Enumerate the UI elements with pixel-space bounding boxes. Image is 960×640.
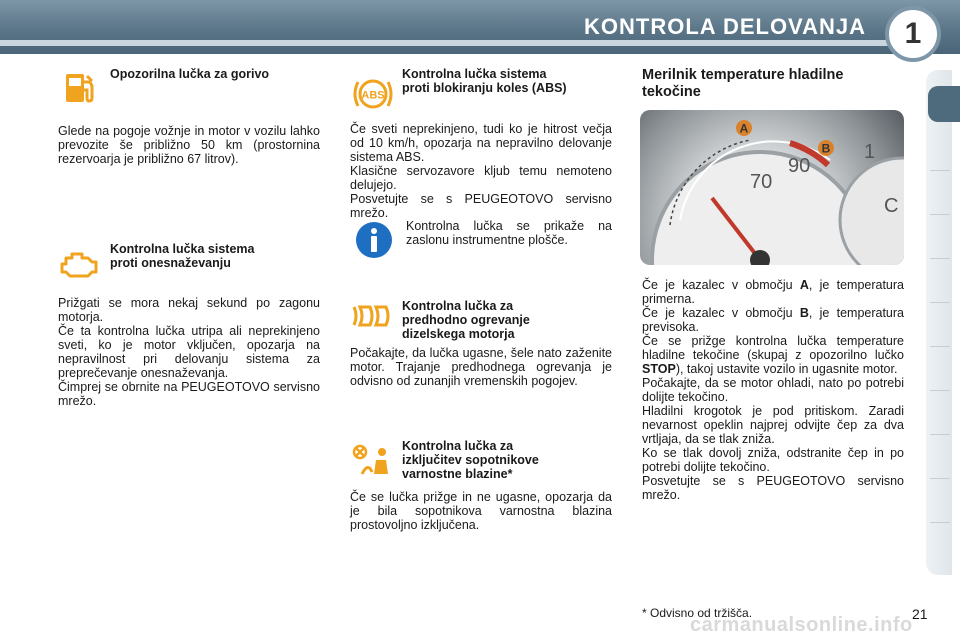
watermark: carmanualsonline.info	[690, 614, 913, 636]
airbag-heading-line: izključitev sopotnikove	[402, 453, 539, 467]
preheat-heading-line: dizelskega motorja	[402, 327, 515, 341]
side-tabs	[926, 70, 952, 575]
tab-divider	[930, 170, 950, 171]
page-number: 21	[912, 606, 928, 622]
tab-divider	[930, 390, 950, 391]
glow-plug-icon	[350, 303, 396, 329]
text-span: Če je kazalec v območju	[642, 278, 800, 292]
preheat-heading-line: predhodno ogrevanje	[402, 313, 530, 327]
abs-heading-line: Kontrolna lučka sistema	[402, 67, 547, 81]
abs-heading	[402, 67, 622, 95]
preheat-heading-line: Kontrolna lučka za	[402, 299, 514, 313]
svg-text:ABS: ABS	[361, 89, 385, 102]
zone-a-ref: A	[799, 278, 809, 292]
stop-ref: STOP	[642, 362, 676, 376]
coolant-paragraph	[642, 334, 904, 376]
preheat-heading	[402, 299, 622, 341]
coolant-text	[642, 278, 904, 502]
abs-icon	[350, 74, 396, 114]
tab-divider	[930, 346, 950, 347]
emission-paragraph: Prižgati se mora nekaj sekund po zagonu motorja.	[58, 296, 320, 324]
footnote: * Odvisno od tržišča.	[642, 606, 753, 620]
coolant-paragraph	[642, 278, 904, 306]
airbag-heading	[402, 439, 622, 481]
tab-divider	[930, 522, 950, 523]
preheat-text: Počakajte, da lučka ugasne, šele nato zaženite motor. Trajanje predhodnega ogrevanja je odvisno od zunanjih vremenskih pogojev.	[350, 346, 612, 388]
airbag-text: Če se lučka prižge in ne ugasne, opozarja da je bila sopotnikova varnostna blazina prostovoljno izključena.	[350, 490, 612, 532]
coolant-heading	[642, 67, 912, 101]
zone-b-ref: B	[799, 306, 809, 320]
gauge-tick-label: 1	[864, 141, 876, 163]
side-tab-active[interactable]	[928, 86, 960, 122]
airbag-heading-line: varnostne blazine*	[402, 467, 513, 481]
abs-text	[350, 122, 612, 220]
coolant-heading-line: tekočine	[642, 84, 701, 100]
gauge-tick-label: 90	[788, 155, 811, 177]
page-header	[0, 0, 960, 54]
emission-paragraph: Če ta kontrolna lučka utripa ali neprekinjeno sveti, ko je motor vključen, opozarja na nepravilnost pri delovanju sistema za preprečevanje onesnaževanja.	[58, 324, 320, 380]
emission-paragraph: Čimprej se obrnite na PEUGEOTOVO servisno mrežo.	[58, 380, 320, 408]
airbag-heading-line: Kontrolna lučka za	[402, 439, 514, 453]
engine-check-icon	[58, 248, 102, 282]
info-icon	[354, 220, 394, 260]
tab-divider	[930, 258, 950, 259]
tab-divider	[930, 302, 950, 303]
airbag-off-icon	[352, 444, 396, 480]
coolant-heading-line: Merilnik temperature hladilne	[642, 67, 844, 83]
tab-divider	[930, 214, 950, 215]
emission-text	[58, 296, 320, 408]
coolant-gauge-image	[640, 110, 904, 265]
tab-divider	[930, 434, 950, 435]
header-stripe	[0, 40, 890, 46]
emission-heading	[110, 242, 320, 270]
gauge-tick-label: 70	[750, 171, 773, 193]
fuel-text: Glede na pogoje vožnje in motor v vozilu lahko prevozite še približno 50 km (prostornina rezervoarja je približno 67 litrov).	[58, 124, 320, 166]
zone-b-label: B	[821, 141, 831, 156]
coolant-paragraph: Hladilni krogotok je pod pritiskom. Zaradi nevarnost opeklin najprej odvijte čep za dva vrtljaja, da se tlak zniža.	[642, 404, 904, 446]
zone-a-label: A	[739, 121, 749, 136]
coolant-paragraph: Ko se tlak dovolj zniža, odstranite čep in po potrebi dolijte tekočino.	[642, 446, 904, 474]
abs-info-text: Kontrolna lučka se prikaže na zaslonu instrumentne plošče.	[406, 219, 612, 247]
abs-paragraph: Posvetujte se s PEUGEOTOVO servisno mrežo.	[350, 192, 612, 220]
abs-paragraph: Klasične servozavore kljub temu nemoteno delujejo.	[350, 164, 612, 192]
text-span: ), takoj ustavite vozilo in ugasnite motor.	[675, 362, 898, 376]
page-title: KONTROLA DELOVANJA	[584, 14, 866, 39]
abs-paragraph: Če sveti neprekinjeno, tudi ko je hitrost večja od 10 km/h, opozarja na nepravilno delovanje sistema ABS.	[350, 122, 612, 164]
text-span: , je temperatura primerna.	[642, 278, 904, 306]
coolant-paragraph: Počakajte, da se motor ohladi, nato po potrebi dolijte tekočino.	[642, 376, 904, 404]
coolant-paragraph	[642, 306, 904, 334]
coolant-paragraph: Posvetujte se s PEUGEOTOVO servisno mrežo.	[642, 474, 904, 502]
text-span: , je temperatura previsoka.	[642, 306, 904, 334]
emission-heading-line: Kontrolna lučka sistema	[110, 242, 255, 256]
chapter-badge: 1	[885, 6, 941, 62]
tab-divider	[930, 478, 950, 479]
text-span: Če se prižge kontrolna lučka temperature hladilne tekočine (skupaj z opozorilno lučko	[642, 334, 904, 362]
coolant-gauge-drawing	[640, 110, 904, 265]
emission-heading-line: proti onesnaževanju	[110, 256, 231, 270]
fuel-heading: Opozorilna lučka za gorivo	[110, 67, 270, 81]
abs-heading-line: proti blokiranju koles (ABS)	[402, 81, 567, 95]
gauge-tick-label: C	[884, 195, 899, 217]
fuel-pump-icon	[60, 68, 100, 108]
text-span: Če je kazalec v območju	[642, 306, 800, 320]
